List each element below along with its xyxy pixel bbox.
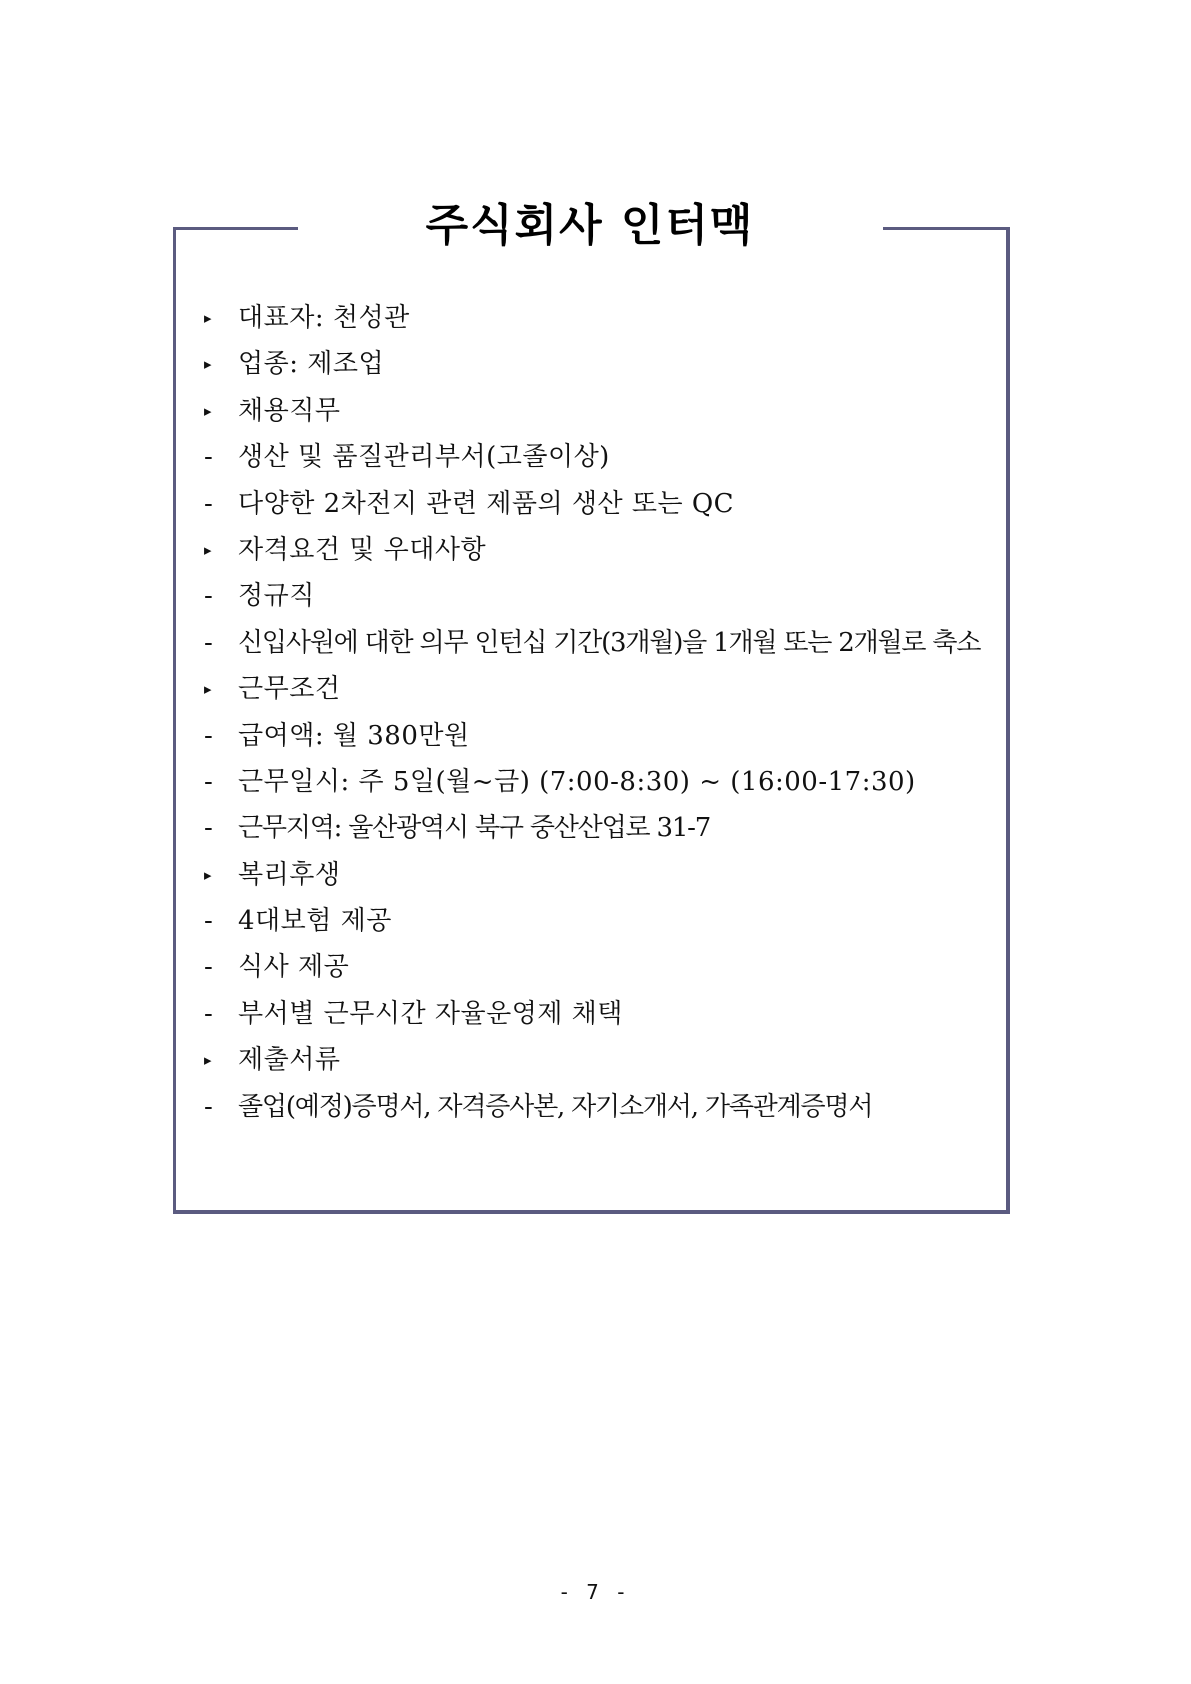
dash-marker: -: [204, 627, 212, 658]
list-item-internship: [204, 620, 1010, 666]
bullet-icon: ▸: [204, 401, 213, 420]
list-item-work-hours: [204, 759, 1010, 805]
list-item-text: 신입사원에 대한 의무 인턴십 기간(3개월)을 1개월 또는 2개월로 축소: [238, 627, 981, 658]
list-item-benefits-heading: [204, 852, 1010, 898]
list-item-meals: [204, 944, 1010, 990]
list-item-text: 식사 제공: [238, 952, 350, 983]
list-item-text: 제출서류: [238, 1045, 341, 1076]
dash-marker: -: [204, 488, 214, 519]
list-item-conditions-heading: [204, 666, 1010, 712]
dash-marker: -: [204, 1091, 212, 1122]
bullet-icon: ▸: [204, 355, 213, 374]
list-item-documents: [204, 1084, 1010, 1130]
list-item-text: 업종: 제조업: [238, 349, 385, 380]
list-item-job-department: [204, 434, 1010, 480]
list-item-text: 채용직무: [238, 395, 341, 426]
list-item-salary: [204, 713, 1010, 759]
bullet-icon: ▸: [204, 540, 213, 559]
list-item-job-description: [204, 481, 1010, 527]
list-item-text: 자격요건 및 우대사항: [238, 534, 487, 565]
list-item-text: 급여액: 월 380만원: [238, 720, 470, 751]
bullet-icon: ▸: [204, 309, 213, 327]
list-item-ceo: [204, 295, 1010, 341]
company-info-list: [204, 295, 1010, 1130]
list-item-documents-heading: [204, 1037, 1010, 1083]
list-item-text: 근무지역: 울산광역시 북구 중산산업로 31-7: [238, 813, 711, 844]
list-item-employment-type: [204, 573, 1010, 619]
list-item-job-heading: [204, 388, 1010, 434]
dash-marker: -: [204, 720, 214, 751]
frame-top-right-rule: [883, 227, 1010, 230]
list-item-text: 졸업(예정)증명서, 자격증사본, 자기소개서, 가족관계증명서: [238, 1091, 873, 1122]
page-title: 주식회사 인터맥: [425, 200, 755, 251]
dash-marker: -: [204, 813, 212, 844]
list-item-text: 4대보험 제공: [238, 906, 392, 937]
dash-marker: -: [204, 766, 214, 797]
dash-marker: -: [204, 998, 214, 1029]
dash-marker: -: [204, 442, 214, 473]
dash-marker: -: [204, 952, 214, 983]
frame-top-left-rule: [173, 227, 298, 230]
bullet-icon: ▸: [204, 1051, 213, 1070]
list-item-text: 생산 및 품질관리부서(고졸이상): [238, 442, 610, 473]
dash-marker: -: [204, 581, 214, 612]
list-item-industry: [204, 341, 1010, 387]
dash-marker: -: [204, 906, 214, 937]
list-item-flexible-hours: [204, 991, 1010, 1037]
list-item-text: 다양한 2차전지 관련 제품의 생산 또는 QC: [238, 488, 735, 519]
bullet-icon: ▸: [204, 680, 213, 699]
list-item-text: 부서별 근무시간 자율운영제 채택: [238, 998, 623, 1029]
page-number: - 7 -: [560, 1580, 631, 1604]
list-item-text: 근무조건: [238, 674, 341, 705]
list-item-text: 대표자: 천성관: [238, 303, 410, 333]
list-item-insurance: [204, 898, 1010, 944]
list-item-qualification-heading: [204, 527, 1010, 573]
list-item-work-location: [204, 805, 1010, 851]
list-item-text: 복리후생: [238, 859, 341, 890]
list-item-text: 정규직: [238, 581, 315, 612]
bullet-icon: ▸: [204, 865, 213, 884]
list-item-text: 근무일시: 주 5일(월~금) (7:00-8:30) ~ (16:00-17:30): [238, 766, 916, 797]
